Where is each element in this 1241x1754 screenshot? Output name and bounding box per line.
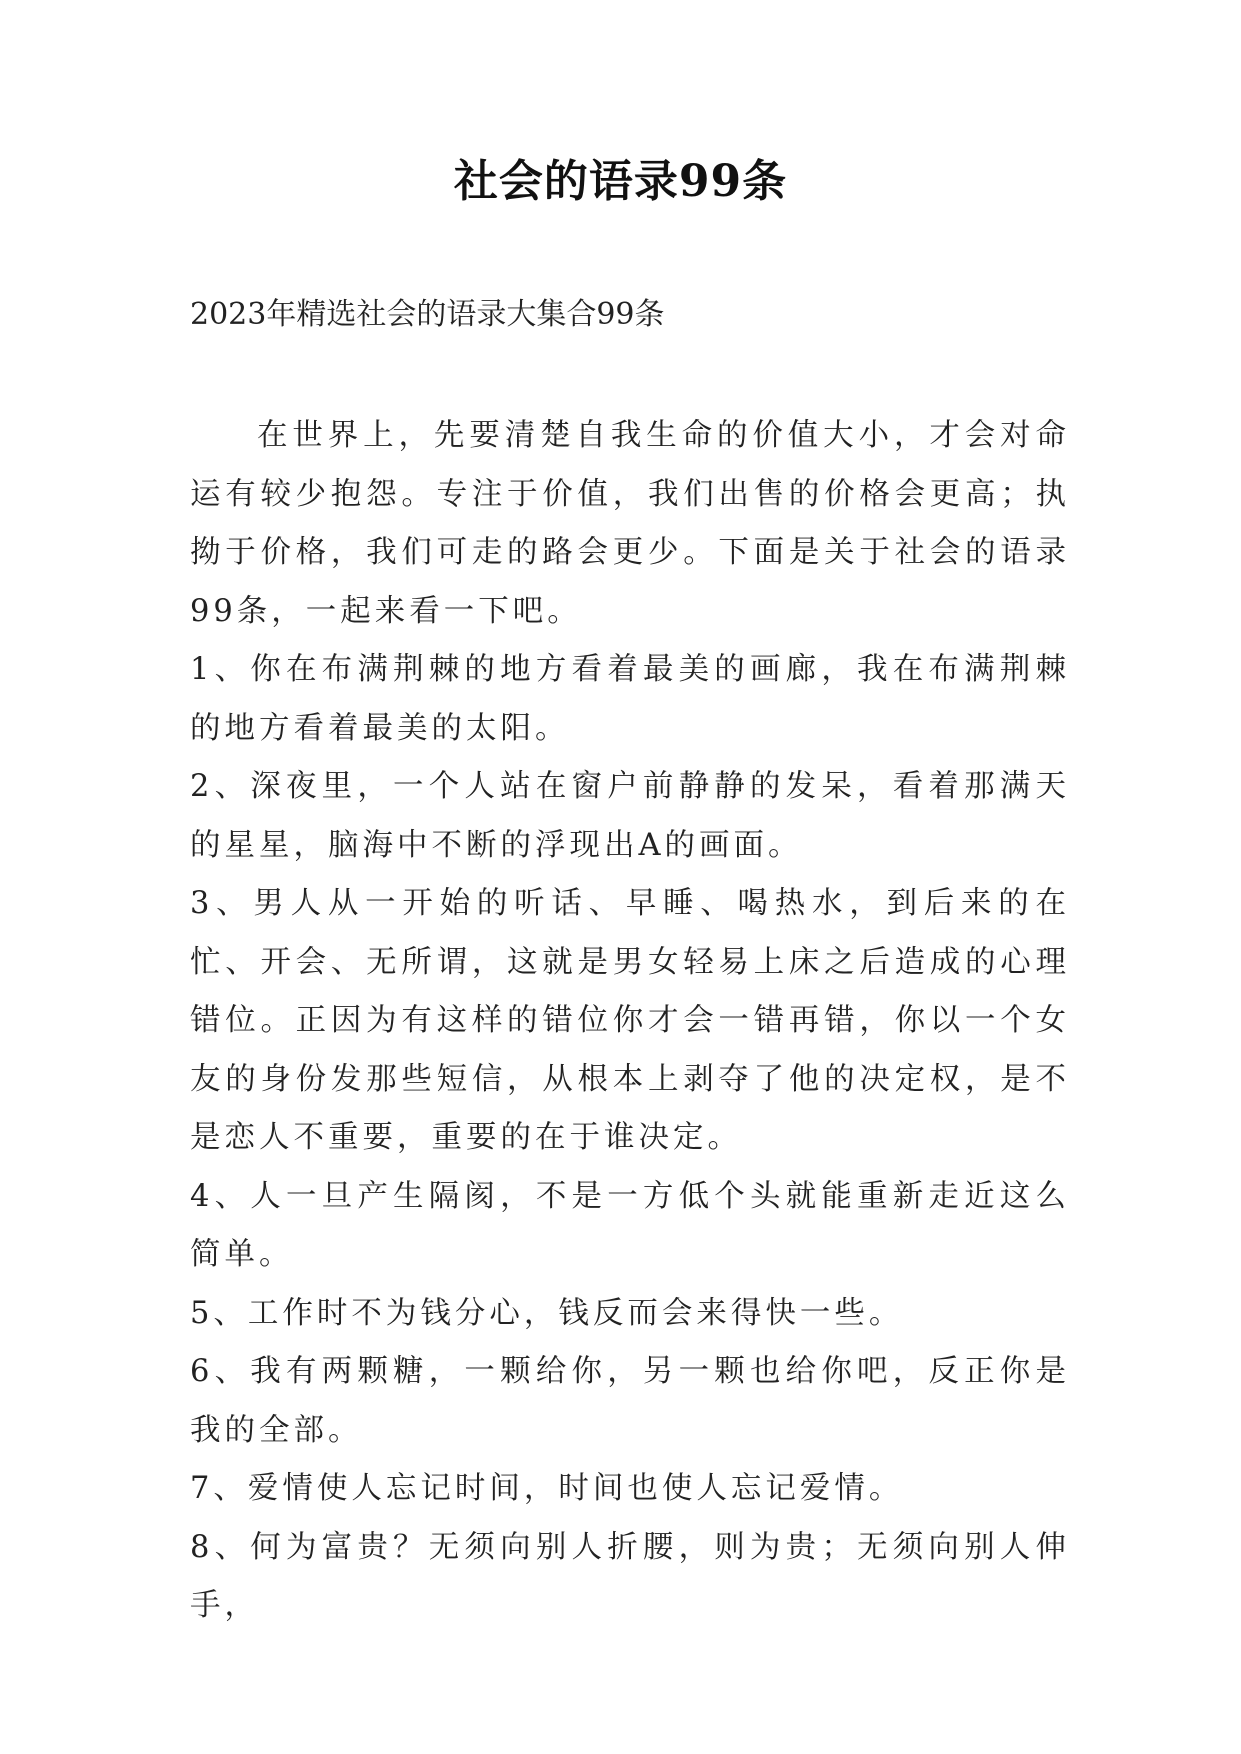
quote-item: 1、你在布满荆棘的地方看着最美的画廊，我在布满荆棘的地方看着最美的太阳。 xyxy=(190,652,1070,746)
document-subtitle: 2023年精选社会的语录大集合99条 xyxy=(190,297,665,332)
quote-item: 4、人一旦产生隔阂，不是一方低个头就能重新走近这么简单。 xyxy=(190,1178,1070,1272)
quote-item: 2、深夜里，一个人站在窗户前静静的发呆，看着那满天的星星，脑海中不断的浮现出A的画面。 xyxy=(190,769,1070,863)
quote-item: 8、何为富贵？无须向别人折腰，则为贵；无须向别人伸手， xyxy=(190,1529,1070,1623)
quote-item: 6、我有两颗糖，一颗给你，另一颗也给你吧，反正你是我的全部。 xyxy=(190,1354,1070,1448)
intro-paragraph: 在世界上，先要清楚自我生命的价值大小，才会对命运有较少抱怨。专注于价值，我们出售的价格会更高；执拗于价格，我们可走的路会更少。下面是关于社会的语录99条，一起来看一下吧。 xyxy=(190,418,1070,629)
quote-item: 5、工作时不为钱分心，钱反而会来得快一些。 xyxy=(190,1295,904,1331)
quote-item: 3、男人从一开始的听话、早睡、喝热水，到后来的在忙、开会、无所谓，这就是男女轻易上床之后造成的心理错位。正因为有这样的错位你才会一错再错，你以一个女友的身份发那些短信，从根本上剥夺了他的决定权，是不是恋人不重要，重要的在于谁决定。 xyxy=(190,886,1070,1155)
document-body xyxy=(190,407,1070,1636)
document-title: 社会的语录99条 xyxy=(453,156,788,207)
quote-item: 7、爱情使人忘记时间，时间也使人忘记爱情。 xyxy=(190,1471,904,1506)
